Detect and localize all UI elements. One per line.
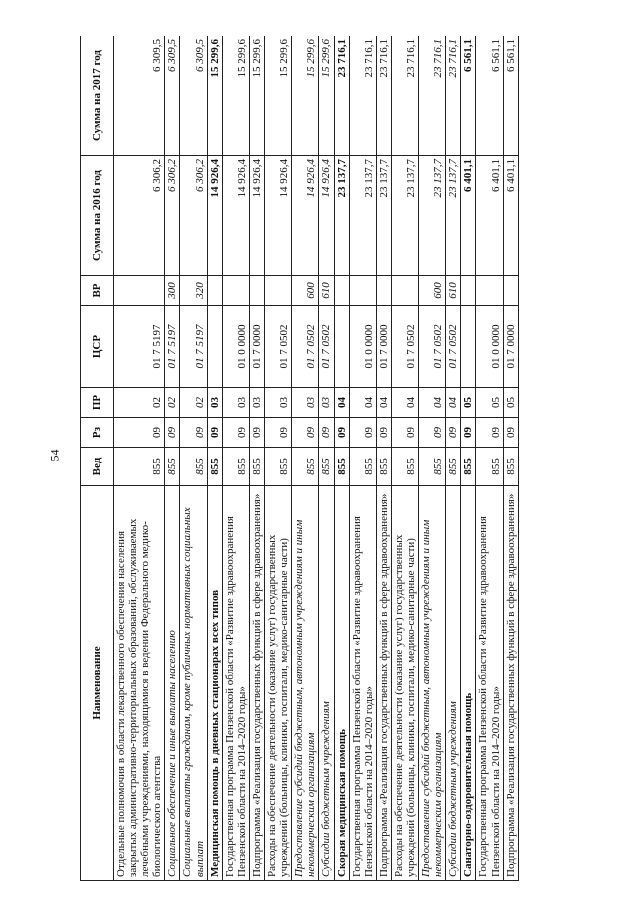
cell-ved: 855 [265,448,292,486]
cell-ved: 855 [503,448,518,486]
cell-pr: 03 [249,388,264,418]
cell-rz: 09 [165,418,180,448]
cell-vr [222,276,249,306]
cell-pr: 04 [391,388,418,418]
cell-ved: 855 [180,448,207,486]
table-row [503,36,518,881]
table-row [419,36,446,881]
cell-csr [461,306,476,388]
cell-rz: 09 [446,418,461,448]
table-body [114,36,519,881]
cell-csr: 01 7 5197 [165,306,180,388]
cell-vr [114,276,165,306]
cell-csr: 01 0 0000 [349,306,376,388]
cell-pr: 03 [222,388,249,418]
cell-rz: 09 [180,418,207,448]
cell-vr: 610 [446,276,461,306]
cell-vr [349,276,376,306]
cell-sum-2016: 6 306,2 [165,156,180,276]
cell-sum-2017: 6 561,1 [461,36,476,156]
cell-csr [207,306,222,388]
cell-rz: 09 [376,418,391,448]
page-number: 54 [47,449,62,462]
header-sum-2017: Сумма на 2017 год [81,36,114,156]
header-vr: ВР [81,276,114,306]
budget-table-container [80,36,590,881]
cell-vr [503,276,518,306]
cell-pr: 02 [114,388,165,418]
cell-ved: 855 [476,448,503,486]
cell-sum-2016: 23 137,7 [334,156,349,276]
cell-csr: 01 0 0000 [222,306,249,388]
table-row [376,36,391,881]
table-row [265,36,292,881]
cell-vr: 610 [319,276,334,306]
cell-csr: 01 7 0502 [391,306,418,388]
cell-sum-2017: 15 299,6 [319,36,334,156]
cell-sum-2016: 14 926,4 [292,156,319,276]
cell-pr: 05 [503,388,518,418]
cell-sum-2017: 6 309,5 [180,36,207,156]
cell-csr: 01 7 0502 [319,306,334,388]
cell-csr: 01 0 0000 [476,306,503,388]
cell-sum-2017: 23 716,1 [446,36,461,156]
cell-name: Социальное обеспечение и иные выплаты населению [165,486,180,881]
cell-ved: 855 [391,448,418,486]
cell-vr [334,276,349,306]
cell-name: Медицинская помощь в дневных стационарах всех типов [207,486,222,881]
cell-sum-2016: 6 401,1 [461,156,476,276]
cell-csr: 01 7 0000 [503,306,518,388]
cell-csr [334,306,349,388]
cell-vr: 320 [180,276,207,306]
cell-csr: 01 7 0502 [292,306,319,388]
cell-name: Санаторно-оздоровительная помощь [461,486,476,881]
cell-sum-2016: 6 306,2 [114,156,165,276]
table-row [207,36,222,881]
table-row [292,36,319,881]
cell-rz: 09 [503,418,518,448]
cell-vr [476,276,503,306]
cell-pr: 03 [207,388,222,418]
cell-sum-2016: 14 926,4 [207,156,222,276]
cell-sum-2017: 6 309,5 [114,36,165,156]
cell-sum-2016: 23 137,7 [419,156,446,276]
cell-pr: 03 [292,388,319,418]
cell-name: Подпрограмма «Реализация государственных функций в сфере здравоохранения» [503,486,518,881]
cell-rz: 09 [222,418,249,448]
cell-name: Предоставление субсидий бюджетным, автономным учреждениям и иным некоммерческим организациям [419,486,446,881]
cell-ved: 855 [207,448,222,486]
cell-sum-2017: 15 299,6 [249,36,264,156]
cell-sum-2016: 14 926,4 [265,156,292,276]
cell-name: Субсидии бюджетным учреждениям [319,486,334,881]
cell-rz: 09 [207,418,222,448]
table-row [249,36,264,881]
cell-ved: 855 [419,448,446,486]
cell-name: Социальные выплаты гражданам, кроме публичных нормативных социальных выплат [180,486,207,881]
table-header-row [81,36,114,881]
cell-ved: 855 [461,448,476,486]
cell-sum-2017: 23 716,1 [391,36,418,156]
cell-vr [265,276,292,306]
cell-name: Расходы на обеспечение деятельности (оказание услуг) государственных учреждений (больницы, клиники, госпитали, медико-санитарные части) [391,486,418,881]
cell-name: Государственная программа Пензенской области «Развитие здравоохранения Пензенской области на 2014–2020 годы» [349,486,376,881]
cell-vr [461,276,476,306]
cell-sum-2017: 15 299,6 [222,36,249,156]
cell-rz: 09 [114,418,165,448]
cell-rz: 09 [461,418,476,448]
cell-rz: 09 [391,418,418,448]
cell-ved: 855 [446,448,461,486]
cell-csr: 01 7 0502 [446,306,461,388]
cell-csr: 01 7 0000 [249,306,264,388]
cell-rz: 09 [249,418,264,448]
cell-ved: 855 [334,448,349,486]
table-row [319,36,334,881]
table-row [476,36,503,881]
table-row [165,36,180,881]
cell-sum-2016: 6 306,2 [180,156,207,276]
table-row [391,36,418,881]
cell-pr: 02 [165,388,180,418]
cell-sum-2016: 14 926,4 [222,156,249,276]
cell-rz: 09 [476,418,503,448]
header-sum-2016: Сумма на 2016 год [81,156,114,276]
cell-pr: 04 [419,388,446,418]
cell-sum-2017: 15 299,6 [292,36,319,156]
cell-vr: 600 [419,276,446,306]
cell-pr: 04 [446,388,461,418]
cell-rz: 09 [292,418,319,448]
cell-rz: 09 [349,418,376,448]
cell-sum-2017: 6 561,1 [476,36,503,156]
cell-ved: 855 [292,448,319,486]
cell-sum-2016: 14 926,4 [249,156,264,276]
cell-name: Подпрограмма «Реализация государственных функций в сфере здравоохранения» [376,486,391,881]
cell-sum-2017: 6 561,1 [503,36,518,156]
header-ved: Вед [81,448,114,486]
cell-pr: 04 [376,388,391,418]
cell-rz: 09 [265,418,292,448]
cell-name: Расходы на обеспечение деятельности (оказание услуг) государственных учреждений (больницы, клиники, госпитали, медико-санитарные части) [265,486,292,881]
cell-sum-2016: 6 401,1 [503,156,518,276]
cell-ved: 855 [249,448,264,486]
cell-vr [207,276,222,306]
header-pr: ПР [81,388,114,418]
cell-pr: 05 [461,388,476,418]
cell-sum-2016: 23 137,7 [376,156,391,276]
cell-name: Государственная программа Пензенской области «Развитие здравоохранения Пензенской области на 2014–2020 годы» [222,486,249,881]
cell-vr: 600 [292,276,319,306]
cell-ved: 855 [165,448,180,486]
cell-ved: 855 [319,448,334,486]
cell-csr: 01 7 5197 [114,306,165,388]
cell-rz: 09 [334,418,349,448]
cell-vr [391,276,418,306]
header-rz: Рз [81,418,114,448]
table-row [180,36,207,881]
cell-name: Отдельные полномочия в области лекарственного обеспечения населения закрытых административно-территориальных образований, обслуживаемых лечебными учреждениями, находящимися в ведении Федерального медико-биологического агентства [114,486,165,881]
cell-rz: 09 [419,418,446,448]
cell-pr: 02 [180,388,207,418]
cell-sum-2017: 15 299,6 [207,36,222,156]
cell-rz: 09 [319,418,334,448]
cell-sum-2016: 23 137,7 [391,156,418,276]
cell-vr [376,276,391,306]
cell-vr [249,276,264,306]
cell-sum-2017: 6 309,5 [165,36,180,156]
table-row [222,36,249,881]
table-row [349,36,376,881]
cell-pr: 03 [265,388,292,418]
cell-name: Государственная программа Пензенской области «Развитие здравоохранения Пензенской области на 2014–2020 годы» [476,486,503,881]
cell-name: Субсидии бюджетным учреждениям [446,486,461,881]
cell-name: Предоставление субсидий бюджетным, автономным учреждениям и иным некоммерческим организациям [292,486,319,881]
cell-sum-2017: 23 716,1 [334,36,349,156]
cell-sum-2016: 6 401,1 [476,156,503,276]
cell-sum-2017: 23 716,1 [349,36,376,156]
cell-pr: 04 [334,388,349,418]
table-row [446,36,461,881]
cell-sum-2016: 23 137,7 [349,156,376,276]
cell-name: Скорая медицинская помощь [334,486,349,881]
cell-name: Подпрограмма «Реализация государственных функций в сфере здравоохранения» [249,486,264,881]
cell-ved: 855 [376,448,391,486]
cell-pr: 03 [319,388,334,418]
cell-sum-2017: 15 299,6 [265,36,292,156]
cell-csr: 01 7 0000 [376,306,391,388]
cell-ved: 855 [222,448,249,486]
cell-csr: 01 7 5197 [180,306,207,388]
cell-pr: 04 [349,388,376,418]
cell-sum-2016: 14 926,4 [319,156,334,276]
header-name: Наименование [81,486,114,881]
cell-sum-2016: 23 137,7 [446,156,461,276]
table-row [334,36,349,881]
cell-sum-2017: 23 716,1 [419,36,446,156]
table-row [114,36,165,881]
cell-vr: 300 [165,276,180,306]
cell-ved: 855 [114,448,165,486]
cell-pr: 05 [476,388,503,418]
cell-csr: 01 7 0502 [419,306,446,388]
table-row [461,36,476,881]
cell-csr: 01 7 0502 [265,306,292,388]
cell-sum-2017: 23 716,1 [376,36,391,156]
header-csr: ЦСР [81,306,114,388]
cell-ved: 855 [349,448,376,486]
budget-table [80,36,519,881]
